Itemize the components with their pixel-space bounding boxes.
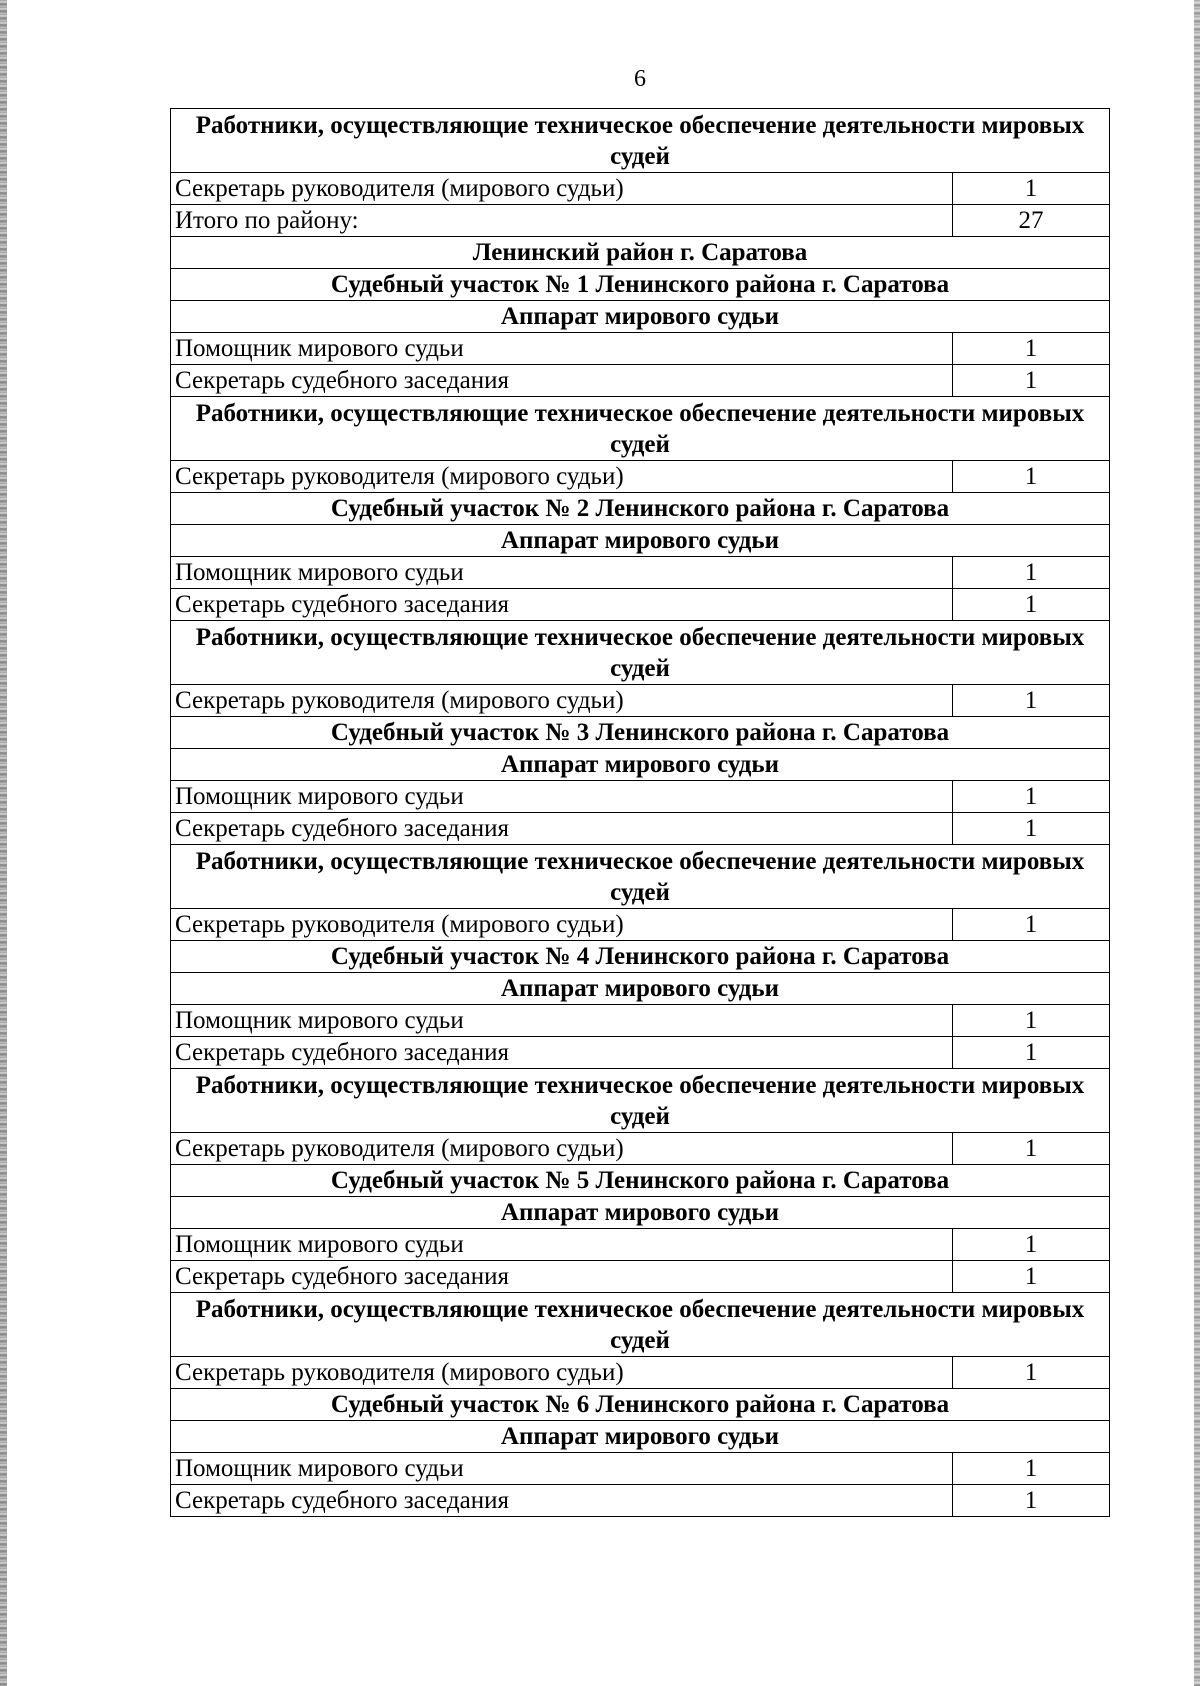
position-name: Помощник мирового судьи <box>171 1229 953 1261</box>
section-header-row <box>171 269 1110 301</box>
section-header-row <box>171 525 1110 557</box>
section-header: Судебный участок № 3 Ленинского района г. Саратова <box>171 717 1110 749</box>
position-count: 1 <box>953 461 1110 493</box>
position-count: 1 <box>953 1357 1110 1389</box>
section-header: Аппарат мирового судьи <box>171 301 1110 333</box>
position-count: 1 <box>953 589 1110 621</box>
section-header-row <box>171 109 1110 173</box>
section-header-row <box>171 1197 1110 1229</box>
section-header-row <box>171 749 1110 781</box>
position-count: 1 <box>953 781 1110 813</box>
section-header-row <box>171 1293 1110 1357</box>
section-header: Аппарат мирового судьи <box>171 749 1110 781</box>
page-number: 6 <box>634 66 646 92</box>
position-name: Помощник мирового судьи <box>171 781 953 813</box>
section-header-row <box>171 1165 1110 1197</box>
table-row <box>171 461 1110 493</box>
table-row <box>171 1485 1110 1517</box>
table-row <box>171 589 1110 621</box>
position-name: Секретарь руководителя (мирового судьи) <box>171 685 953 717</box>
section-header: Работники, осуществляющие техническое обеспечение деятельности мировых судей <box>171 621 1110 685</box>
section-header-row <box>171 941 1110 973</box>
section-header: Работники, осуществляющие техническое обеспечение деятельности мировых судей <box>171 1069 1110 1133</box>
position-name: Итого по району: <box>171 205 953 237</box>
position-name: Секретарь судебного заседания <box>171 589 953 621</box>
position-name: Секретарь руководителя (мирового судьи) <box>171 1133 953 1165</box>
section-header: Ленинский район г. Саратова <box>171 237 1110 269</box>
table-row <box>171 1037 1110 1069</box>
section-header: Судебный участок № 2 Ленинского района г. Саратова <box>171 493 1110 525</box>
position-count: 1 <box>953 557 1110 589</box>
table-row <box>171 1229 1110 1261</box>
position-name: Секретарь судебного заседания <box>171 1485 953 1517</box>
position-count: 1 <box>953 1005 1110 1037</box>
table-row <box>171 333 1110 365</box>
section-header: Работники, осуществляющие техническое обеспечение деятельности мировых судей <box>171 845 1110 909</box>
position-name: Секретарь руководителя (мирового судьи) <box>171 461 953 493</box>
section-header-row <box>171 237 1110 269</box>
section-header: Судебный участок № 5 Ленинского района г. Саратова <box>171 1165 1110 1197</box>
section-header: Аппарат мирового судьи <box>171 1197 1110 1229</box>
section-header: Работники, осуществляющие техническое обеспечение деятельности мировых судей <box>171 397 1110 461</box>
table-row <box>171 173 1110 205</box>
staff-table <box>170 108 1110 1517</box>
table-row <box>171 685 1110 717</box>
position-name: Помощник мирового судьи <box>171 557 953 589</box>
position-name: Секретарь судебного заседания <box>171 1261 953 1293</box>
position-count: 1 <box>953 173 1110 205</box>
scan-edge-left <box>0 0 7 1686</box>
position-count: 27 <box>953 205 1110 237</box>
table-row <box>171 365 1110 397</box>
position-count: 1 <box>953 685 1110 717</box>
table-row <box>171 813 1110 845</box>
section-header: Аппарат мирового судьи <box>171 1421 1110 1453</box>
staff-table-body <box>171 109 1110 1517</box>
position-name: Секретарь руководителя (мирового судьи) <box>171 1357 953 1389</box>
position-count: 1 <box>953 333 1110 365</box>
table-row <box>171 1133 1110 1165</box>
table-row <box>171 1005 1110 1037</box>
table-row <box>171 557 1110 589</box>
position-count: 1 <box>953 1229 1110 1261</box>
position-count: 1 <box>953 1453 1110 1485</box>
position-name: Помощник мирового судьи <box>171 1453 953 1485</box>
section-header-row <box>171 397 1110 461</box>
position-count: 1 <box>953 1133 1110 1165</box>
position-count: 1 <box>953 365 1110 397</box>
position-name: Секретарь судебного заседания <box>171 1037 953 1069</box>
section-header-row <box>171 1389 1110 1421</box>
position-count: 1 <box>953 1261 1110 1293</box>
section-header: Аппарат мирового судьи <box>171 525 1110 557</box>
scan-edge-right <box>1194 0 1200 1686</box>
position-name: Секретарь руководителя (мирового судьи) <box>171 173 953 205</box>
position-count: 1 <box>953 909 1110 941</box>
table-row <box>171 1453 1110 1485</box>
section-header-row <box>171 493 1110 525</box>
position-count: 1 <box>953 813 1110 845</box>
section-header-row <box>171 621 1110 685</box>
section-header-row <box>171 1069 1110 1133</box>
section-header-row <box>171 973 1110 1005</box>
position-name: Помощник мирового судьи <box>171 333 953 365</box>
section-header: Аппарат мирового судьи <box>171 973 1110 1005</box>
section-header: Работники, осуществляющие техническое обеспечение деятельности мировых судей <box>171 1293 1110 1357</box>
position-count: 1 <box>953 1485 1110 1517</box>
position-name: Секретарь руководителя (мирового судьи) <box>171 909 953 941</box>
section-header: Работники, осуществляющие техническое обеспечение деятельности мировых судей <box>171 109 1110 173</box>
section-header-row <box>171 1421 1110 1453</box>
table-row <box>171 1261 1110 1293</box>
section-header: Судебный участок № 4 Ленинского района г. Саратова <box>171 941 1110 973</box>
position-name: Секретарь судебного заседания <box>171 813 953 845</box>
table-row <box>171 205 1110 237</box>
section-header: Судебный участок № 6 Ленинского района г. Саратова <box>171 1389 1110 1421</box>
section-header-row <box>171 845 1110 909</box>
position-count: 1 <box>953 1037 1110 1069</box>
position-name: Секретарь судебного заседания <box>171 365 953 397</box>
table-row <box>171 781 1110 813</box>
table-row <box>171 909 1110 941</box>
position-name: Помощник мирового судьи <box>171 1005 953 1037</box>
section-header-row <box>171 717 1110 749</box>
section-header-row <box>171 301 1110 333</box>
section-header: Судебный участок № 1 Ленинского района г. Саратова <box>171 269 1110 301</box>
table-row <box>171 1357 1110 1389</box>
